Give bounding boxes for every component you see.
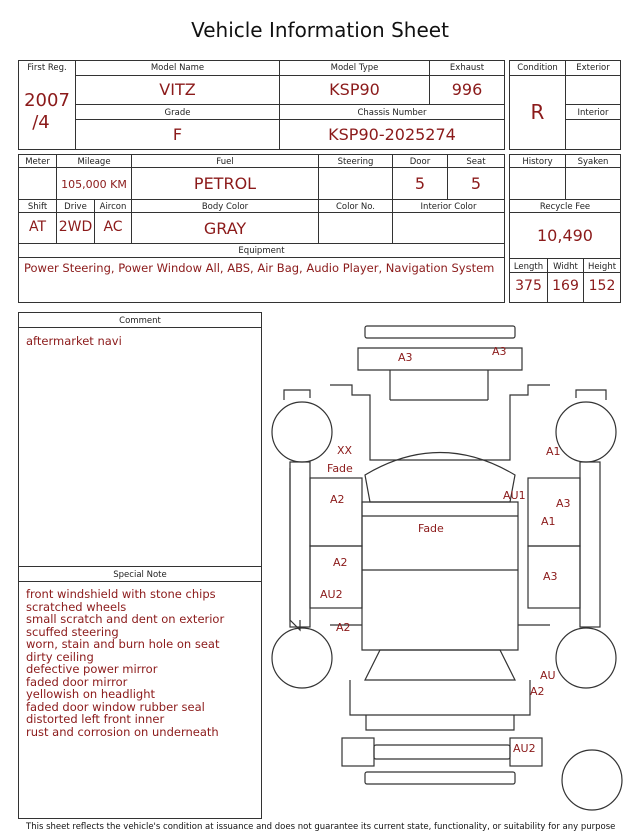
special-note-item: distorted left front inner [26,712,165,726]
damage-mark: A3 [398,351,413,364]
car-damage-diagram [270,320,630,820]
damage-mark: A2 [530,685,545,698]
color-no-label: Color No. [335,202,375,212]
damage-mark: AU1 [503,489,526,502]
aircon-label: Aircon [99,202,127,212]
interior-label: Interior [577,108,609,118]
special-note-item: front windshield with stone chips [26,587,216,601]
damage-mark: Fade [418,522,444,535]
special-note-item: defective power mirror [26,662,158,676]
chassis-label: Chassis Number [357,108,427,118]
damage-mark: AU [540,669,556,682]
body-color-label: Body Color [201,202,249,212]
first-reg-month: /4 [32,112,50,133]
special-note-item: faded door window rubber seal [26,699,205,714]
damage-mark: A3 [543,570,558,583]
model-name-label: Model Name [150,63,205,73]
model-type: KSP90 [329,80,380,99]
equipment-label: Equipment [238,246,285,256]
grade: F [172,125,183,144]
steering-label: Steering [337,157,374,167]
mileage: 105,000 KM [61,178,127,191]
damage-mark: A2 [336,621,351,634]
model-type-label: Model Type [330,63,379,73]
damage-mark: A2 [330,493,345,506]
special-note-item: rust and corrosion on underneath [26,724,219,739]
width: 169 [552,278,579,294]
history-label: History [522,157,553,167]
damage-mark: Fade [327,462,353,475]
height: 152 [588,278,616,294]
door-label: Door [409,157,431,167]
door-count: 5 [414,174,426,193]
damage-mark: A3 [492,345,507,358]
length: 375 [515,278,542,294]
damage-mark: A2 [333,556,348,569]
interior-color-label: Interior Color [420,202,477,212]
model-name: VITZ [159,80,196,99]
damage-mark: AU2 [320,588,343,601]
seat-label: Seat [466,157,486,167]
special-note-item: yellowish on headlight [26,687,156,701]
shift-label: Shift [27,202,48,212]
special-note-label: Special Note [113,570,167,580]
equipment-list: Power Steering, Power Window All, ABS, Air Bag, Audio Player, Navigation System [24,261,495,275]
seat-count: 5 [470,174,482,193]
length-label: Length [513,262,544,272]
comment-label: Comment [119,316,161,326]
exterior-label: Exterior [576,63,610,73]
fuel-label: Fuel [216,157,234,167]
body-color: GRAY [203,219,247,238]
grade-label: Grade [164,108,191,118]
disclaimer-footer: This sheet reflects the vehicle's condition at issuance and does not guarantee its current state, functionality, or suitability for any purpose [26,822,616,832]
recycle-fee-label: Recycle Fee [539,202,591,212]
condition-label: Condition [517,63,558,73]
damage-mark: A1 [546,445,561,458]
special-note-item: dirty ceiling [26,649,94,664]
exhaust: 996 [451,80,483,99]
special-note-item: worn, stain and burn hole on seat [26,637,220,651]
special-note-item: scratched wheels [26,599,127,614]
recycle-fee: 10,490 [537,226,593,245]
page-title: Vehicle Information Sheet [191,18,449,42]
drive-label: Drive [64,202,87,212]
shift: AT [28,219,47,235]
exhaust-label: Exhaust [449,63,485,73]
damage-mark: XX [337,444,353,457]
first-reg-label: First Reg. [27,63,67,73]
meter-label: Meter [25,157,50,167]
height-label: Height [587,262,617,272]
special-note-item: faded door mirror [26,674,128,689]
comment-text: aftermarket navi [26,334,122,348]
damage-mark: AU2 [513,742,536,755]
aircon: AC [103,219,123,235]
special-note-item: small scratch and dent on exterior [26,612,225,626]
first-reg-year: 2007 [24,90,70,111]
width-label: Widht [553,262,578,272]
fuel: PETROL [193,174,257,193]
damage-mark: A3 [556,497,571,510]
damage-mark: A1 [541,515,556,528]
condition-grade: R [530,100,545,124]
chassis-number: KSP90-2025274 [328,125,456,144]
mileage-label: Mileage [77,157,111,167]
drive: 2WD [58,219,93,235]
syaken-label: Syaken [577,157,609,167]
special-note-item: scuffed steering [26,624,119,639]
